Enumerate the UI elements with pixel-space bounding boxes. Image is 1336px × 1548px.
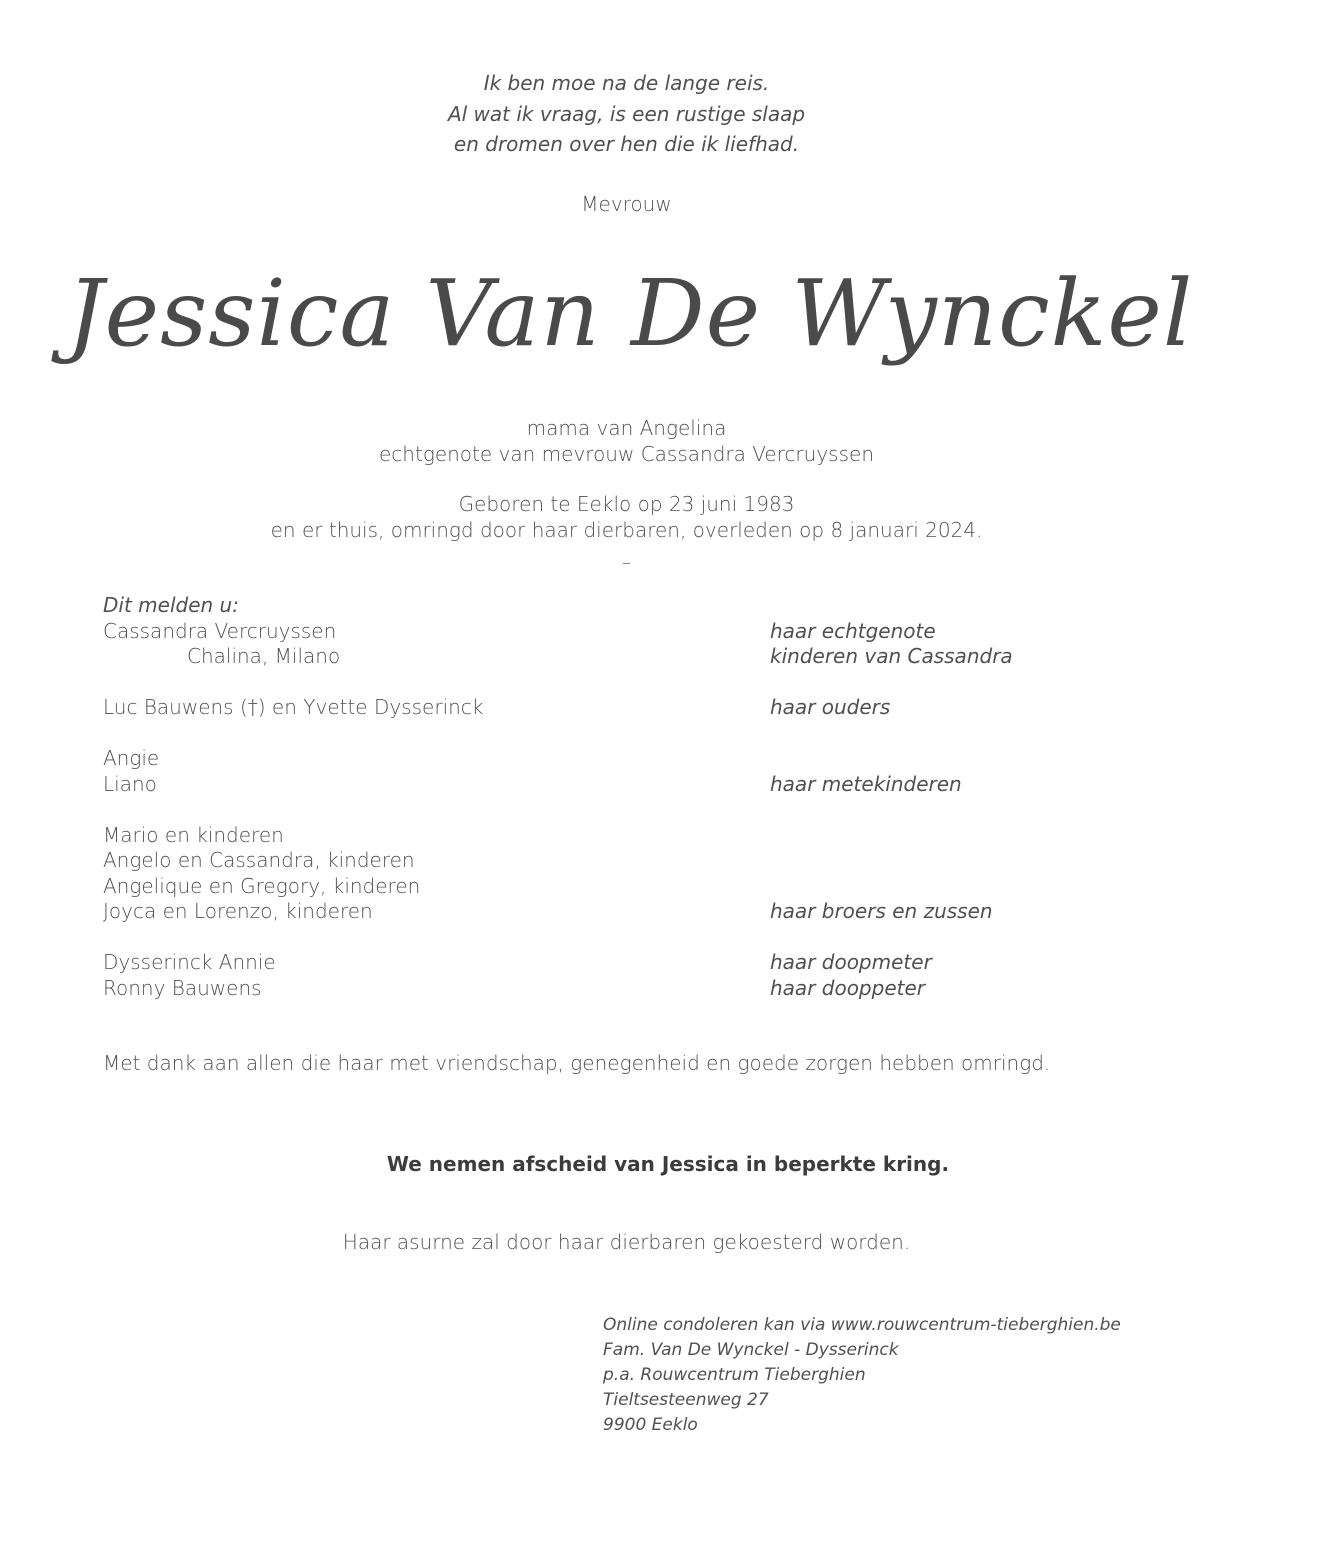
person-role: haar doopmeter bbox=[770, 950, 932, 974]
family-relations bbox=[0, 416, 1253, 467]
list-item bbox=[103, 619, 1153, 645]
birth-death-info bbox=[0, 492, 1253, 543]
urn-text: Haar asurne zal door haar dierbaren gekoesterd worden. bbox=[342, 1230, 911, 1254]
list-item bbox=[103, 695, 1153, 721]
relation-line: mama van Angelina bbox=[526, 416, 727, 440]
deceased-name: Jessica Van De Wynckel bbox=[66, 260, 1194, 367]
street-line: Tieltsesteenweg 27 bbox=[603, 1390, 769, 1410]
list-item bbox=[103, 899, 1153, 925]
person-name: Mario en kinderen bbox=[103, 822, 284, 847]
person-name: Joyca en Lorenzo, kinderen bbox=[103, 899, 373, 923]
person-role: haar broers en zussen bbox=[770, 899, 993, 923]
death-line: en er thuis, omringd door haar dierbaren, overleden op 8 januari 2024. bbox=[270, 517, 983, 542]
list-item bbox=[103, 746, 1153, 772]
person-name: Chalina, Milano bbox=[187, 644, 341, 668]
list-item bbox=[103, 874, 1153, 900]
poem-line: Ik ben moe na de lange reis. bbox=[483, 71, 770, 95]
announcement-list bbox=[103, 593, 1153, 1001]
person-name: Dysserinck Annie bbox=[103, 950, 276, 974]
person-role: haar echtgenote bbox=[770, 618, 936, 643]
list-item bbox=[103, 823, 1153, 849]
poem-line: en dromen over hen die ik liefhad. bbox=[453, 132, 800, 156]
relation-line: echtgenote van mevrouw Cassandra Vercruyssen bbox=[379, 441, 874, 466]
poem-line: Al wat ik vraag, is een rustige slaap bbox=[447, 101, 806, 126]
poem bbox=[0, 68, 1253, 160]
list-item bbox=[103, 976, 1153, 1002]
birth-line: Geboren te Eeklo op 23 juni 1983 bbox=[458, 492, 795, 516]
funeral-home-line: p.a. Rouwcentrum Tieberghien bbox=[603, 1365, 866, 1385]
person-name: Ronny Bauwens bbox=[103, 975, 262, 1000]
person-role: haar metekinderen bbox=[770, 771, 962, 796]
person-role: haar ouders bbox=[770, 695, 891, 719]
contact-block bbox=[603, 1313, 1121, 1438]
person-role: haar dooppeter bbox=[770, 975, 925, 1000]
person-name: Luc Bauwens (†) en Yvette Dysserinck bbox=[103, 695, 484, 719]
deceased-name-script bbox=[66, 245, 1194, 405]
list-item bbox=[103, 848, 1153, 874]
list-item bbox=[103, 950, 1153, 976]
person-role: kinderen van Cassandra bbox=[770, 644, 1013, 668]
honorific-title: Mevrouw bbox=[581, 192, 672, 216]
person-name: Angelique en Gregory, kinderen bbox=[103, 873, 421, 898]
family-line: Fam. Van De Wynckel - Dysserinck bbox=[603, 1340, 899, 1360]
person-name: Cassandra Vercruyssen bbox=[103, 618, 337, 643]
condolence-line: Online condoleren kan via www.rouwcentrum-tieberghien.be bbox=[603, 1315, 1121, 1335]
thanks-text: Met dank aan allen die haar met vriendschap, genegenheid en goede zorgen hebben omringd. bbox=[103, 1051, 1051, 1075]
separator: – bbox=[622, 552, 631, 573]
announcement-intro: Dit melden u: bbox=[103, 593, 239, 617]
list-item bbox=[103, 772, 1153, 798]
farewell-text: We nemen afscheid van Jessica in beperkte kring. bbox=[386, 1152, 950, 1176]
person-name: Angie bbox=[103, 746, 160, 770]
person-name: Angelo en Cassandra, kinderen bbox=[103, 848, 415, 872]
person-name: Liano bbox=[103, 771, 157, 796]
list-item bbox=[103, 644, 1153, 670]
city-line: 9900 Eeklo bbox=[603, 1415, 698, 1435]
